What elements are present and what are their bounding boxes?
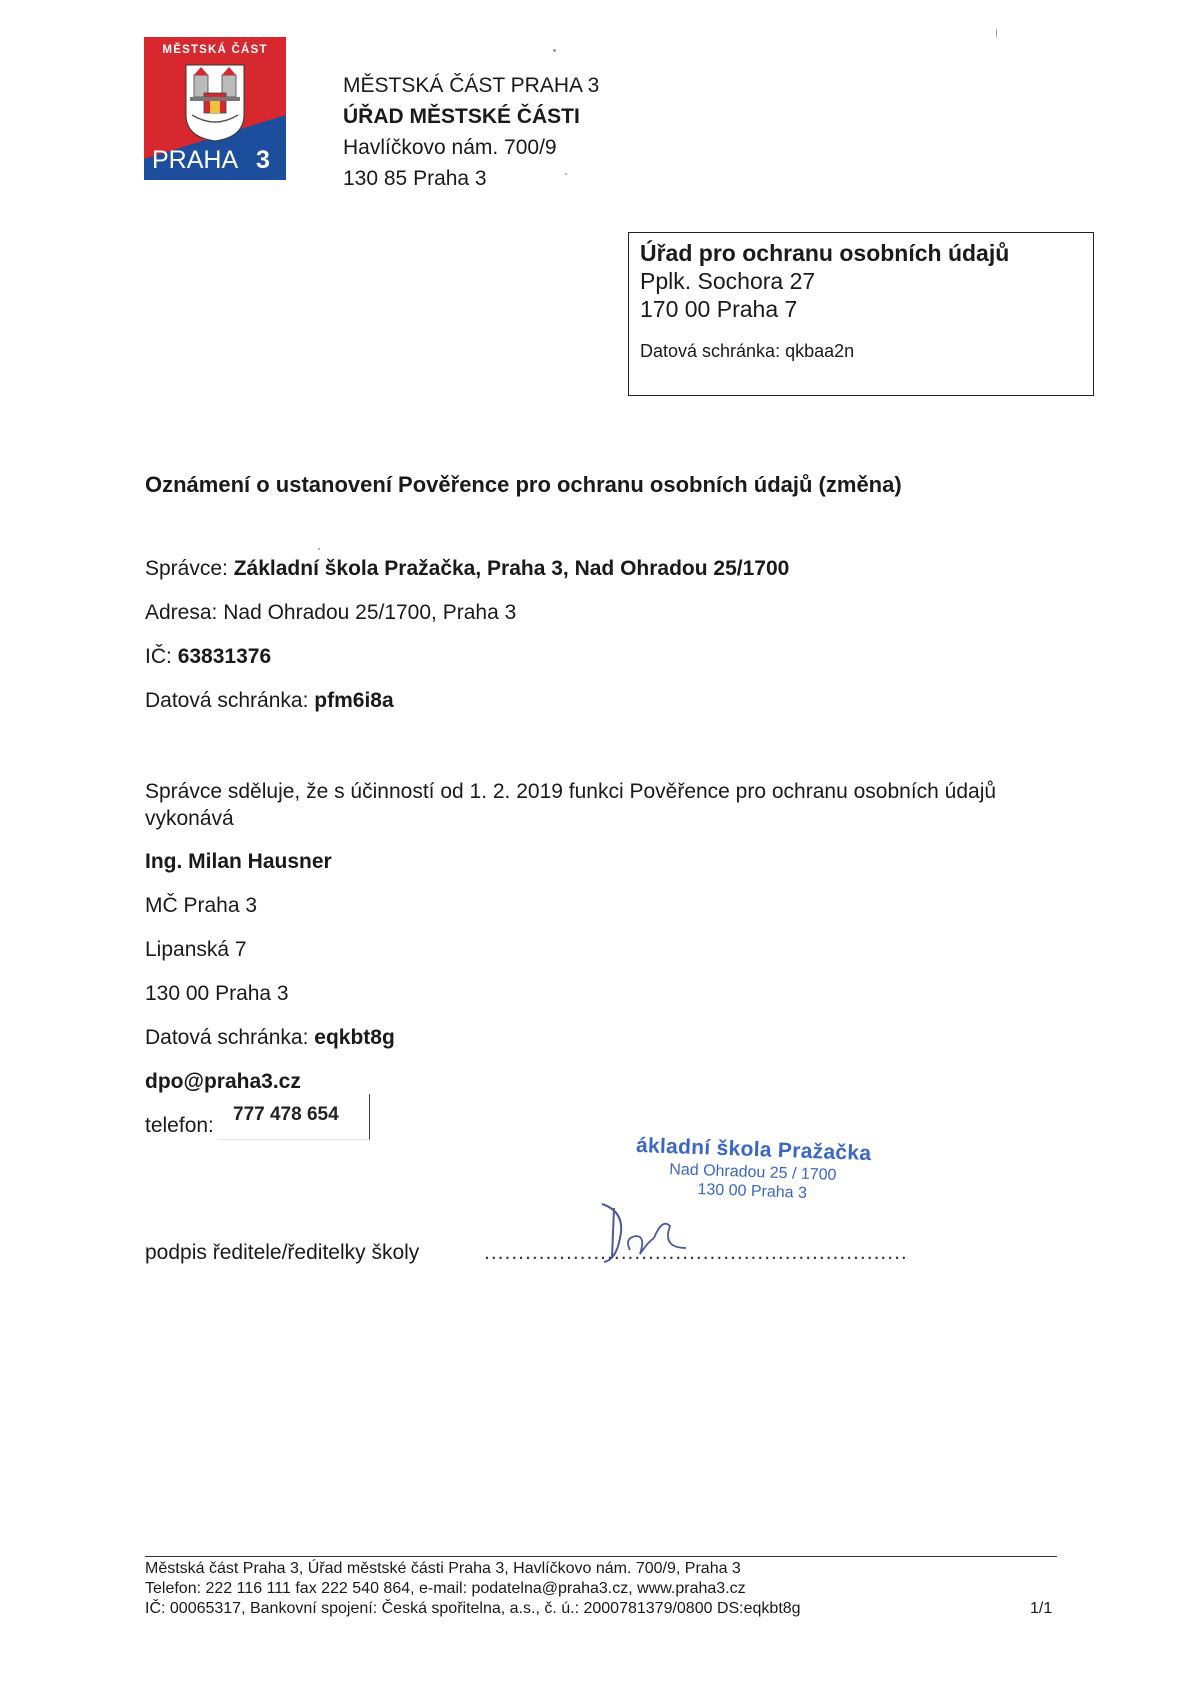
- signature-dots: ..............................................................: [484, 1241, 908, 1264]
- footer-line-3: IČ: 00065317, Bankovní spojení: Česká spořitelna, a.s., č. ú.: 2000781379/0800 DS:eqkbt8g: [145, 1600, 801, 1617]
- page-number: 1/1: [1030, 1600, 1053, 1617]
- dpo-phone-value: 777 478 654: [218, 1094, 370, 1140]
- controller-ds-row: [145, 689, 394, 713]
- sender-line-4: 130 85 Praha 3: [343, 167, 487, 190]
- recipient-data-box: Datová schránka: qkbaa2n: [640, 341, 855, 361]
- address-row: [145, 601, 516, 625]
- dpo-ds-row: [145, 1026, 395, 1050]
- school-stamp: [627, 1134, 879, 1206]
- recipient-name: Úřad pro ochranu osobních údajů: [640, 240, 1010, 266]
- controller-label: Správce:: [145, 557, 228, 580]
- controller-row: [145, 557, 789, 581]
- recipient-city: 170 00 Praha 7: [640, 296, 798, 322]
- scan-speck: [996, 28, 997, 38]
- controller-ds-value: pfm6i8a: [314, 689, 394, 712]
- ic-row: [145, 645, 271, 669]
- logo-top-text: MĚSTSKÁ ČÁST: [162, 44, 268, 56]
- ic-value: 63831376: [177, 645, 272, 668]
- dpo-ds-value: eqkbt8g: [314, 1026, 395, 1049]
- footer-line-2: Telefon: 222 116 111 fax 222 540 864, e-mail: podatelna@praha3.cz, www.praha3.cz: [145, 1580, 746, 1597]
- dpo-city: 130 00 Praha 3: [145, 982, 289, 1005]
- controller-value: Základní škola Pražačka, Praha 3, Nad Ohradou 25/1700: [233, 557, 790, 580]
- dpo-name: Ing. Milan Hausner: [145, 850, 332, 873]
- stamp-line-2: Nad Ohradou 25 / 1700: [669, 1161, 837, 1184]
- letter-subject: Oznámení o ustanovení Pověřence pro ochranu osobních údajů (změna): [145, 472, 902, 497]
- recipient-street: Pplk. Sochora 27: [640, 268, 816, 294]
- stamp-line-3: 130 00 Praha 3: [697, 1181, 808, 1202]
- scan-speck: [565, 173, 567, 175]
- address-value: Nad Ohradou 25/1700, Praha 3: [223, 601, 517, 624]
- logo-number-text: 3: [256, 146, 270, 174]
- signature-label: podpis ředitele/ředitelky školy: [145, 1241, 420, 1264]
- controller-ds-label: Datová schránka:: [145, 689, 309, 712]
- ic-label: IČ:: [145, 645, 172, 668]
- dpo-street: Lipanská 7: [145, 938, 247, 961]
- dpo-ds-label: Datová schránka:: [145, 1026, 309, 1049]
- address-label: Adresa:: [145, 601, 218, 624]
- sender-line-2: ÚŘAD MĚSTSKÉ ČÁSTI: [343, 105, 580, 128]
- sender-block: [343, 70, 599, 194]
- dpo-email: dpo@praha3.cz: [145, 1070, 301, 1093]
- scan-speck: [553, 49, 556, 52]
- logo-praha-text: PRAHA: [152, 146, 239, 174]
- handwritten-signature-icon: [596, 1198, 696, 1268]
- stamp-line-1: ákladní škola Pražačka: [635, 1133, 872, 1166]
- statement-paragraph: Správce sděluje, že s účinností od 1. 2. 2019 funkci Pověřence pro ochranu osobních údajů vykonává: [145, 780, 997, 830]
- dpo-org: MČ Praha 3: [145, 894, 258, 917]
- footer-line-1: Městská část Praha 3, Úřad městské části Praha 3, Havlíčkovo nám. 700/9, Praha 3: [145, 1560, 741, 1577]
- dpo-phone-label: telefon:: [145, 1114, 214, 1137]
- footer-rule: [145, 1556, 1057, 1557]
- footer-block: [145, 1559, 801, 1619]
- praha3-logo: [144, 37, 286, 180]
- coat-of-arms-icon: [186, 65, 244, 141]
- scan-speck: [318, 548, 320, 550]
- recipient-box: [628, 232, 1094, 396]
- sender-line-1: MĚSTSKÁ ČÁST PRAHA 3: [343, 74, 600, 97]
- sender-line-3: Havlíčkovo nám. 700/9: [343, 136, 557, 159]
